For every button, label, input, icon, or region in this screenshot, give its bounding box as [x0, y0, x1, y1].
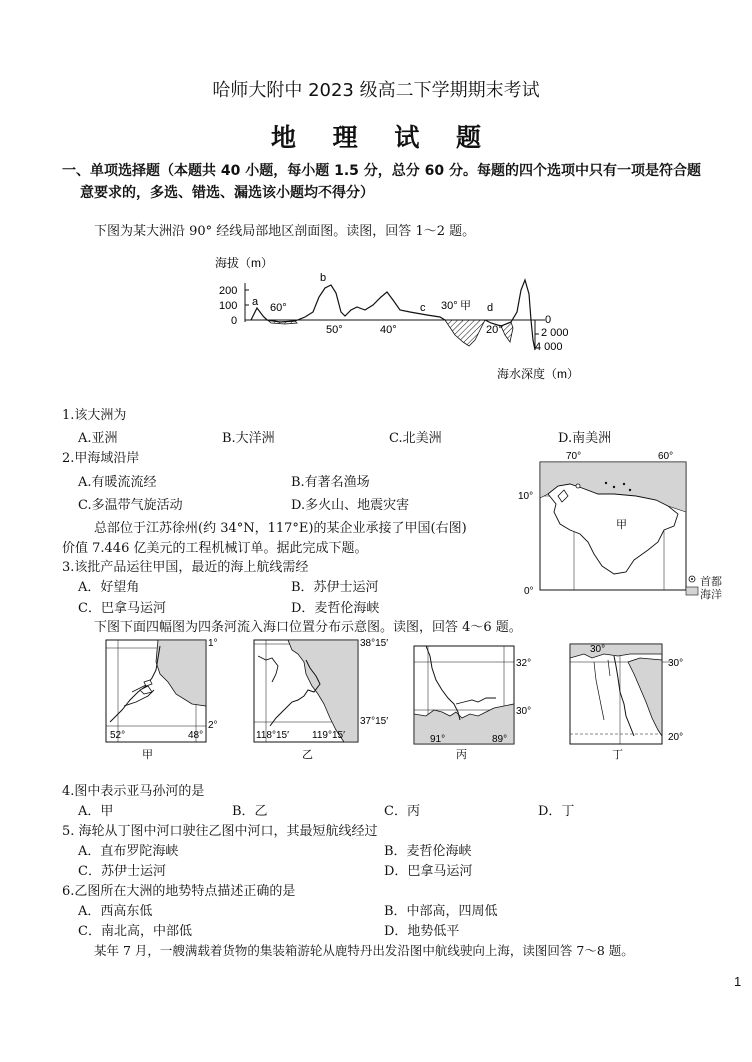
q1-option-c[interactable]: C.北美洲: [389, 431, 442, 446]
profile-point-c: c: [420, 302, 426, 314]
country-map-lat-10: 10°: [518, 491, 534, 502]
profile-point-b: b: [320, 272, 327, 284]
q3-stem: 3.该批产品运往甲国，最近的海上航线需经: [62, 560, 309, 575]
q6-option-b[interactable]: B．中部高，四周低: [384, 904, 498, 919]
river-ding-lat-30-top: 30°: [590, 644, 606, 655]
profile-y-label: 海拔（m）: [215, 256, 273, 270]
profile-trench-hatch: [445, 320, 485, 346]
q4-option-b[interactable]: B．乙: [232, 804, 268, 819]
river-jia-lon-52: 52°: [110, 730, 126, 741]
q3-option-d[interactable]: D．麦哲伦海峡: [291, 601, 380, 616]
section-heading: [62, 160, 742, 204]
section-heading-line1: 一、单项选择题（本题共 40 小题，每小题 1.5 分，总分 60 分。每题的四个选项中只有一项是符合题: [62, 163, 702, 179]
river-map-jia: [96, 634, 226, 764]
profile-depth-tick-2000: 2 000: [541, 327, 569, 339]
q2-option-c[interactable]: C.多温带气旋活动: [78, 498, 183, 513]
profile-lat-40: 40°: [380, 324, 397, 336]
profile-lat-20: 20°: [486, 324, 503, 336]
profile-lat-60: 60°: [270, 302, 287, 314]
profile-point-d: d: [487, 302, 494, 314]
profile-cross-section-figure: [205, 250, 585, 385]
river-yi-lat-38-15: 38°15′: [360, 638, 389, 649]
profile-depth-tick-0: 0: [545, 314, 552, 326]
profile-point-jia: 甲: [460, 300, 471, 312]
q3-option-c[interactable]: C．巴拿马运河: [78, 601, 166, 616]
river-yi-lat-37-15: 37°15′: [360, 716, 389, 727]
river-yi-lon-119-15: 119°15′: [312, 730, 345, 741]
section-heading-line2: 意要求的，多选、错选、漏选该小题均不得分）: [80, 185, 374, 201]
river-map-ding: [564, 640, 704, 764]
river-bing-lon-91: 91°: [430, 734, 446, 745]
q2-stem: 2.甲海域沿岸: [62, 451, 140, 466]
exam-subject-title: 地 理 试 题: [270, 123, 496, 152]
q5-stem: 5. 海轮从丁图中河口驶往乙图中河口，其最短航线经过: [62, 824, 378, 839]
river-bing-lat-30: 30°: [516, 706, 532, 717]
intro-q7-8: 某年 7 月，一艘满载着货物的集装箱游轮从鹿特丹出发沿图中航线驶向上海，读图回答 7～8 题。: [94, 943, 634, 958]
legend-ocean-icon: [686, 587, 698, 595]
legend-capital-label: 首都: [700, 575, 722, 588]
q1-stem: 1.该大洲为: [62, 408, 127, 423]
q1-option-b[interactable]: B.大洋洲: [222, 431, 275, 446]
q2-option-a[interactable]: A.有暖流流经: [78, 475, 157, 490]
q6-stem: 6.乙图所在大洲的地势特点描述正确的是: [62, 884, 296, 899]
q4-option-c[interactable]: C．丙: [384, 804, 420, 819]
river-map-yi: [248, 634, 400, 764]
exam-title: 哈师大附中 2023 级高二下学期期末考试: [212, 80, 540, 101]
q2-option-d[interactable]: D.多火山、地震灾害: [291, 498, 410, 513]
q4-option-d[interactable]: D．丁: [538, 804, 575, 819]
profile-y-tick-200: 200: [219, 285, 238, 297]
page-number: 1: [734, 974, 742, 989]
q1-option-a[interactable]: A.亚洲: [78, 431, 118, 446]
profile-lat-50: 50°: [326, 324, 343, 336]
river-ding-lat-30: 30°: [668, 658, 684, 669]
q4-stem: 4.图中表示亚马孙河的是: [62, 784, 205, 799]
legend-ocean-label: 海洋: [700, 588, 722, 601]
river-ding-lat-20: 20°: [668, 732, 684, 743]
q6-option-d[interactable]: D．地势低平: [384, 924, 460, 939]
river-yi-lon-118-15: 118°15′: [256, 730, 289, 741]
country-jia-map: [518, 450, 700, 602]
q5-option-b[interactable]: B．麦哲伦海峡: [384, 844, 472, 859]
intro-q4-6: 下图下面四幅图为四条河流入海口位置分布示意图。读图，回答 4～6 题。: [94, 620, 522, 635]
river-jia-lat-2: 2°: [208, 720, 218, 731]
river-bing-lon-89: 89°: [492, 734, 508, 745]
q3-option-a[interactable]: A．好望角: [78, 580, 140, 595]
profile-y-tick-100: 100: [219, 300, 238, 312]
river-bing-caption: 丙: [456, 749, 467, 761]
q5-option-a[interactable]: A．直布罗陀海峡: [78, 844, 179, 859]
q6-option-c[interactable]: C．南北高，中部低: [78, 924, 192, 939]
profile-point-a: a: [252, 296, 259, 308]
river-yi-caption: 乙: [302, 749, 313, 761]
intro-q1-2: 下图为某大洲沿 90° 经线局部地区剖面图。读图，回答 1～2 题。: [94, 224, 476, 239]
q3-option-b[interactable]: B．苏伊士运河: [291, 580, 379, 595]
q5-option-c[interactable]: C．苏伊士运河: [78, 864, 166, 879]
profile-lat-30: 30°: [441, 300, 458, 312]
intro-q3-line1: 总部位于江苏徐州(约 34°N，117°E)的某企业承接了甲国(右图): [94, 521, 467, 536]
river-bing-lat-32: 32°: [516, 658, 532, 669]
country-map-lon-60: 60°: [658, 451, 674, 462]
river-jia-lon-48: 48°: [188, 730, 204, 741]
profile-depth-tick-4000: 4 000: [535, 341, 563, 353]
intro-q3-line2: 价值 7.446 亿美元的工程机械订单。据此完成下题。: [62, 541, 368, 556]
country-map-lat-0: 0°: [524, 586, 534, 597]
river-jia-lat-1: 1°: [208, 638, 218, 649]
profile-y-tick-0: 0: [231, 315, 238, 327]
q5-option-d[interactable]: D．巴拿马运河: [384, 864, 473, 879]
river-jia-caption: 甲: [142, 749, 153, 761]
river-ding-caption: 丁: [612, 749, 623, 761]
country-map-label-jia: 甲: [616, 519, 627, 531]
q6-option-a[interactable]: A．西高东低: [78, 904, 153, 919]
country-map-lon-70: 70°: [566, 451, 582, 462]
profile-depth-label: 海水深度（m）: [497, 367, 579, 381]
river-map-bing: [404, 642, 544, 764]
q2-option-b[interactable]: B.有著名渔场: [291, 475, 370, 490]
q1-option-d[interactable]: D.南美洲: [558, 431, 612, 446]
q4-option-a[interactable]: A．甲: [78, 804, 114, 819]
